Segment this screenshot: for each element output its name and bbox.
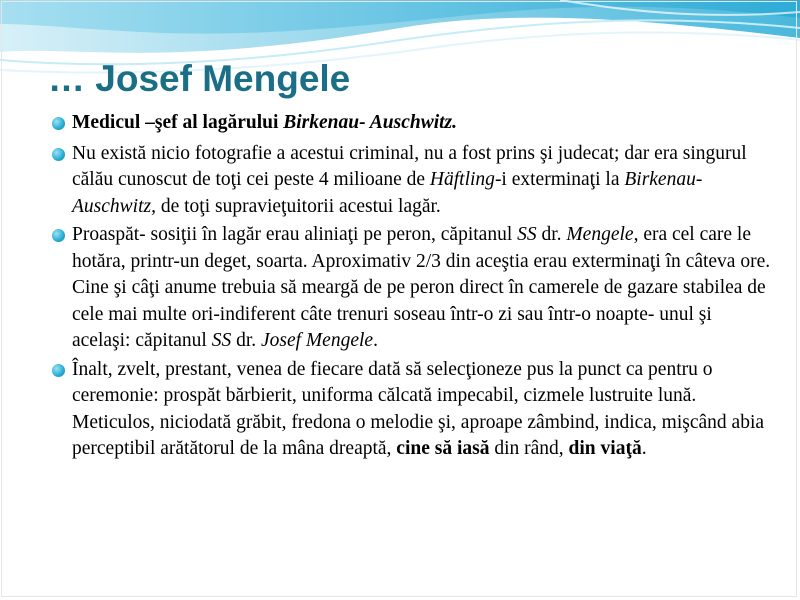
- bullet-icon: [52, 364, 65, 377]
- bullet-list: [52, 110, 772, 465]
- bullet-icon: [52, 229, 65, 242]
- bullet-text: Proaspăt- sosiţii în lagăr erau aliniaţi pe peron, căpitanul SS dr. Mengele, era cel care le hotăra, printr-un deget, soarta. Aproximativ 2/3 din aceştia erau exterminaţi în câteva ore. Cine şi câţi anume trebuia să meargă de pe peron direct în camerele de gazare stabilea de cele mai multe ori-indiferent câte trenuri soseau într-o zi sau într-o noapte- unul şi acelaşi: căpitanul SS dr. Josef Mengele.: [72, 224, 771, 351]
- bullet-item: [52, 141, 772, 221]
- bullet-icon: [52, 117, 65, 130]
- bullet-text: Medicul –şef al lagărului Birkenau- Auschwitz.: [72, 112, 457, 133]
- bullet-text: Înalt, zvelt, prestant, venea de fiecare dată să selecţioneze pus la punct ca pentru o ceremonie: prospăt bărbierit, uniforma călcată impecabil, cizmele lustruite lună. Meticulos, niciodată grăbit, fredona o melodie şi, aproape zâmbind, indica, mişcând abia perceptibil arătătorul de la mâna dreaptă, cine să iasă din rând, din viaţă.: [72, 358, 765, 459]
- bullet-icon: [52, 148, 65, 161]
- bullet-item: [52, 222, 772, 355]
- bullet-text: Nu există nicio fotografie a acestui criminal, nu a fost prins şi judecat; dar era singurul călău cunoscut de toţi cei peste 4 milioane de Häftling-i exterminaţi la Birkenau- Auschwitz, de toţi supravieţuitorii acestui lagăr.: [72, 142, 747, 217]
- bullet-item: [52, 357, 772, 463]
- slide-title: … Josef Mengele: [48, 58, 351, 99]
- bullet-item: [52, 110, 772, 137]
